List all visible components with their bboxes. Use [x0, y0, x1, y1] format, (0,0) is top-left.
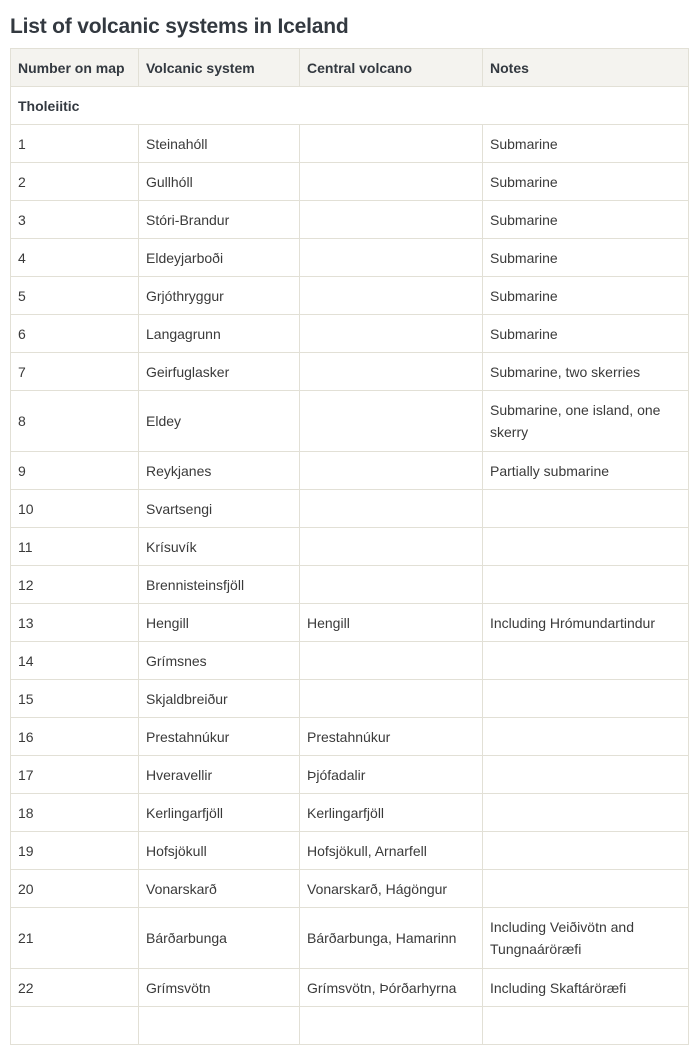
cell-number: 5 [11, 277, 139, 315]
table-row [11, 353, 689, 391]
cell-notes: Submarine, one island, one skerry [483, 391, 689, 452]
table-row [11, 604, 689, 642]
cell-notes: Partially submarine [483, 452, 689, 490]
cell-notes: Including Veiðivötn and Tungnaáröræfi [483, 908, 689, 969]
table-row [11, 680, 689, 718]
cell-number: 11 [11, 528, 139, 566]
table-row [11, 277, 689, 315]
cell-volcanic-system: Eldeyjarboði [139, 239, 300, 277]
table-row [11, 566, 689, 604]
cell-notes: Including Hrómundartindur [483, 604, 689, 642]
cell-notes: Submarine [483, 125, 689, 163]
cell-volcanic-system: Gullhóll [139, 163, 300, 201]
cell-volcanic-system: Reykjanes [139, 452, 300, 490]
table-row [11, 642, 689, 680]
cell-volcanic-system: Kerlingarfjöll [139, 794, 300, 832]
cell-notes: Submarine, two skerries [483, 353, 689, 391]
column-header-number: Number on map [11, 49, 139, 87]
cell-volcanic-system: Vonarskarð [139, 870, 300, 908]
cell-central-volcano [300, 566, 483, 604]
cell-volcanic-system: Krísuvík [139, 528, 300, 566]
cell-notes: Submarine [483, 201, 689, 239]
table-row [11, 201, 689, 239]
cell-number: 18 [11, 794, 139, 832]
cell-central-volcano: Hofsjökull, Arnarfell [300, 832, 483, 870]
table-row [11, 315, 689, 353]
cell-central-volcano [300, 315, 483, 353]
table-row [11, 490, 689, 528]
cell-central-volcano [300, 1007, 483, 1045]
column-header-central-volcano: Central volcano [300, 49, 483, 87]
table-row [11, 1007, 689, 1045]
cell-volcanic-system: Geirfuglasker [139, 353, 300, 391]
cell-volcanic-system: Skjaldbreiður [139, 680, 300, 718]
table-row [11, 452, 689, 490]
cell-notes [483, 1007, 689, 1045]
cell-central-volcano: Prestahnúkur [300, 718, 483, 756]
cell-volcanic-system: Grímsnes [139, 642, 300, 680]
group-row [11, 87, 689, 125]
cell-number: 9 [11, 452, 139, 490]
cell-central-volcano [300, 490, 483, 528]
cell-volcanic-system: Hengill [139, 604, 300, 642]
cell-number: 21 [11, 908, 139, 969]
cell-notes: Including Skaftáröræfi [483, 969, 689, 1007]
table-row [11, 718, 689, 756]
cell-central-volcano: Kerlingarfjöll [300, 794, 483, 832]
cell-number: 14 [11, 642, 139, 680]
cell-central-volcano [300, 528, 483, 566]
cell-notes [483, 718, 689, 756]
cell-volcanic-system: Grjóthryggur [139, 277, 300, 315]
cell-notes [483, 528, 689, 566]
cell-central-volcano: Vonarskarð, Hágöngur [300, 870, 483, 908]
table-row [11, 969, 689, 1007]
cell-number: 17 [11, 756, 139, 794]
cell-central-volcano: Þjófadalir [300, 756, 483, 794]
table-row [11, 391, 689, 452]
cell-number: 6 [11, 315, 139, 353]
cell-number: 1 [11, 125, 139, 163]
cell-notes [483, 756, 689, 794]
cell-number: 20 [11, 870, 139, 908]
cell-central-volcano [300, 239, 483, 277]
table-row [11, 239, 689, 277]
cell-number: 8 [11, 391, 139, 452]
cell-number: 10 [11, 490, 139, 528]
cell-central-volcano: Bárðarbunga, Hamarinn [300, 908, 483, 969]
cell-central-volcano [300, 163, 483, 201]
cell-volcanic-system [139, 1007, 300, 1045]
table-header-row [11, 49, 689, 87]
cell-central-volcano [300, 452, 483, 490]
cell-volcanic-system: Svartsengi [139, 490, 300, 528]
table-row [11, 125, 689, 163]
table-row [11, 756, 689, 794]
table-row [11, 528, 689, 566]
cell-volcanic-system: Prestahnúkur [139, 718, 300, 756]
cell-volcanic-system: Stóri-Brandur [139, 201, 300, 239]
volcanic-systems-table [10, 48, 689, 1045]
cell-volcanic-system: Eldey [139, 391, 300, 452]
cell-volcanic-system: Bárðarbunga [139, 908, 300, 969]
cell-notes [483, 642, 689, 680]
cell-central-volcano [300, 353, 483, 391]
cell-central-volcano [300, 277, 483, 315]
cell-central-volcano [300, 680, 483, 718]
cell-notes: Submarine [483, 163, 689, 201]
cell-number: 19 [11, 832, 139, 870]
cell-central-volcano [300, 125, 483, 163]
group-label: Tholeiitic [11, 87, 689, 125]
cell-volcanic-system: Grímsvötn [139, 969, 300, 1007]
cell-volcanic-system: Steinahóll [139, 125, 300, 163]
cell-notes [483, 832, 689, 870]
cell-volcanic-system: Hofsjökull [139, 832, 300, 870]
cell-central-volcano: Grímsvötn, Þórðarhyrna [300, 969, 483, 1007]
cell-central-volcano [300, 201, 483, 239]
cell-volcanic-system: Langagrunn [139, 315, 300, 353]
cell-number: 22 [11, 969, 139, 1007]
cell-volcanic-system: Brennisteinsfjöll [139, 566, 300, 604]
cell-number: 12 [11, 566, 139, 604]
cell-central-volcano: Hengill [300, 604, 483, 642]
table-row [11, 832, 689, 870]
table-row [11, 163, 689, 201]
cell-central-volcano [300, 391, 483, 452]
cell-number: 7 [11, 353, 139, 391]
cell-number: 13 [11, 604, 139, 642]
cell-number: 4 [11, 239, 139, 277]
table-row [11, 908, 689, 969]
cell-volcanic-system: Hveravellir [139, 756, 300, 794]
cell-notes [483, 794, 689, 832]
cell-number [11, 1007, 139, 1045]
cell-notes: Submarine [483, 239, 689, 277]
cell-notes [483, 680, 689, 718]
cell-notes [483, 870, 689, 908]
cell-notes [483, 566, 689, 604]
cell-number: 16 [11, 718, 139, 756]
cell-number: 15 [11, 680, 139, 718]
page-title: List of volcanic systems in Iceland [10, 15, 349, 38]
cell-notes: Submarine [483, 277, 689, 315]
cell-notes: Submarine [483, 315, 689, 353]
cell-number: 2 [11, 163, 139, 201]
table-row [11, 870, 689, 908]
column-header-system: Volcanic system [139, 49, 300, 87]
column-header-notes: Notes [483, 49, 689, 87]
cell-notes [483, 490, 689, 528]
cell-central-volcano [300, 642, 483, 680]
table-row [11, 794, 689, 832]
cell-number: 3 [11, 201, 139, 239]
